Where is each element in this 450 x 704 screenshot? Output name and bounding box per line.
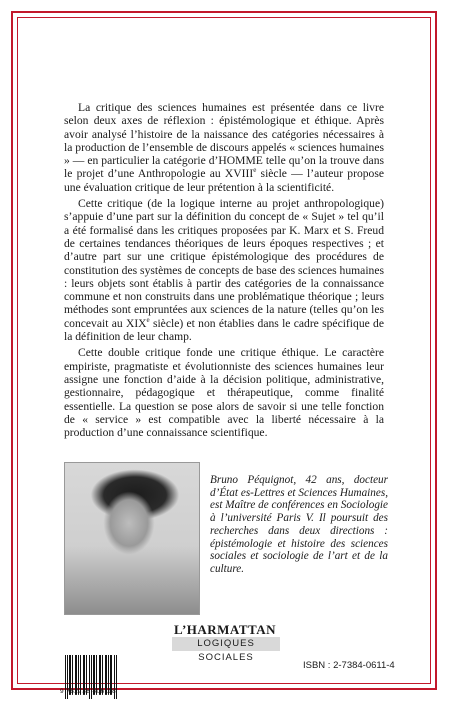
paragraph-3 (64, 346, 384, 439)
paragraph-2 (64, 197, 384, 343)
superscript-e: e (146, 315, 150, 324)
paragraph-3-text: Cette double critique fonde une critique éthique. Le caractère empiriste, pragmatiste et évolutionniste des sciences humaines leur assigne une fonction d’aide à la décision politique, administrative, gestionnaire, pédagogique et thérapeutique, comme finalité essentielle. La question se pose alors de savoir si une telle fonction de « service » est compatible avec la liberté nécessaire à la production d’une connaissance scientifique. (64, 346, 384, 440)
paragraph-1-part-a: La critique des sciences humaines est présentée dans ce livre selon deux axes de réflexion : épistémologique et éthique. Après avoir analysé l’histoire de la naissance des catégories nécessaires à la production de l’ensemble de discours appelés « sciences humaines » — en particulier la catégorie d’HOMME telle qu’on la trouve dans le projet d’une Anthropologie au XVIII (64, 101, 384, 181)
back-cover-text (64, 101, 384, 442)
author-photo (64, 462, 200, 615)
barcode-number: 9 782738 406118 (60, 688, 117, 695)
paragraph-2-part-a: Cette critique (de la logique interne au projet anthropologique) s’appuie d’une part sur la définition du concept de « Sujet » tel qu’il a été formalisé dans les critiques proposées par K. Marx et S. Freud de certaines tendances théoriques de leurs époques respectives ; et d’autre part sur une critique épistémologique des procédures de constitution des systèmes de concepts de base des sciences humaines : leurs objets sont établis à partir des catégories de la connaissance commune et non construits dans une problématique théorique ; leurs méthodes sont empruntées aux sciences de la nature (telles qu’on les concevait au XIX (64, 197, 384, 330)
superscript-e: e (253, 166, 257, 175)
isbn: ISBN : 2-7384-0611-4 (303, 660, 395, 671)
publisher-name: L’HARMATTAN (173, 622, 277, 637)
series-name: LOGIQUES SOCIALES (172, 637, 280, 651)
paragraph-2-part-b: siècle) et non établies dans le cadre spécifique de la définition de leur champ. (64, 316, 384, 344)
paragraph-1-part-b: siècle — l’auteur propose une évaluation critique de leur prétention à la scientificité. (64, 167, 384, 194)
paragraph-1 (64, 101, 384, 194)
author-bio: Bruno Péquignot, 42 ans, docteur d’État es-Lettres et Sciences Humaines, est Maître de conférences en Sociologie à l’université Paris V. Il poursuit des recherches dans deux directions : épistémologie et histoire des sciences sociales et sociologie de l’art et de la culture. (210, 474, 388, 575)
